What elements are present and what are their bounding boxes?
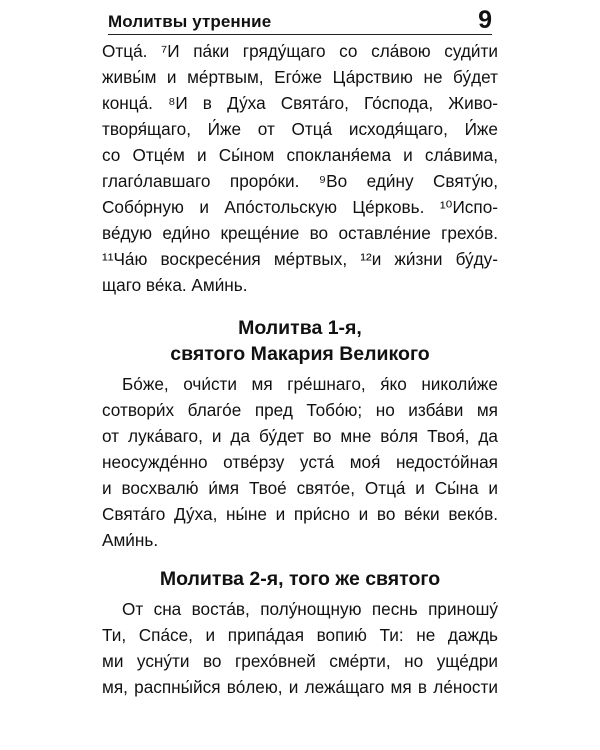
prayer-2-heading: Молитва 2-я, того же святого xyxy=(159,568,441,590)
text-line: От сна воста́в, полу́нощную песнь приношу́ xyxy=(122,599,498,619)
text-line: глаго́лавшаго проро́ки. ⁹Во еди́ну Святу́ю, xyxy=(102,171,498,191)
text-line: творя́щаго, И́же от Отца́ исходя́щаго, И́же xyxy=(102,119,498,139)
prayer-1-title: Молитва 1-я, xyxy=(238,317,362,339)
text-line: мя, распны́йся во́лею, и лежа́щаго мя в ле́ности xyxy=(102,677,498,697)
page-number: 9 xyxy=(478,6,492,34)
text-line: ¹¹Ча́ю воскресе́ния ме́ртвых, ¹²и жи́зни бу́ду- xyxy=(102,249,498,269)
page-header xyxy=(108,6,492,35)
prayer-2-text xyxy=(102,596,498,700)
text-line: от лука́ваго, и да бу́дет во мне во́ля Твоя́, да xyxy=(102,426,498,446)
text-line: Ами́нь. xyxy=(102,530,159,550)
text-line: Собо́рную и Апо́стольскую Це́рковь. ¹⁰Испо- xyxy=(102,197,498,217)
prayer-1-heading xyxy=(102,315,498,367)
text-line: живы́м и ме́ртвым, Его́же Ца́рствию не бу́дет xyxy=(102,67,498,87)
text-line: Бо́же, очи́сти мя гре́шнаго, я́ко николи́же xyxy=(122,374,498,394)
text-line: сотвори́х благо́е пред Тобо́ю; но изба́ви мя xyxy=(102,400,498,420)
prayer-1-text xyxy=(102,371,498,553)
text-line: неосужде́нно отве́рзу уста́ моя́ недосто́йная xyxy=(102,452,498,472)
text-line: ве́дую еди́но креще́ние во оставле́ние грехо́в. xyxy=(102,223,498,243)
text-line: Свята́го Ду́ха, ны́не и при́сно и во ве́ки веко́в. xyxy=(102,504,498,524)
text-line: со Отце́м и Сы́ном спокланя́ема и сла́вима, xyxy=(102,145,498,165)
text-line: щаго ве́ка. Ами́нь. xyxy=(102,275,248,295)
creed-continuation xyxy=(102,38,498,298)
text-line: ми усну́ти во грехо́вней сме́рти, но уще́дри xyxy=(102,651,498,671)
text-line: и восхвалю́ и́мя Твое́ свято́е, Отца́ и Сы́на и xyxy=(102,478,498,498)
prayer-1-subtitle: святого Макария Великого xyxy=(170,343,430,365)
running-title: Молитвы утренние xyxy=(108,12,272,31)
text-line: Ти, Спа́се, и припа́дая вопию́ Ти: не даждь xyxy=(102,625,498,645)
text-line: Отца́. ⁷И па́ки гряду́щаго со сла́вою суди́ти xyxy=(102,41,498,61)
text-line: конца́. ⁸И в Ду́ха Свята́го, Го́спода, Живо- xyxy=(102,93,498,113)
